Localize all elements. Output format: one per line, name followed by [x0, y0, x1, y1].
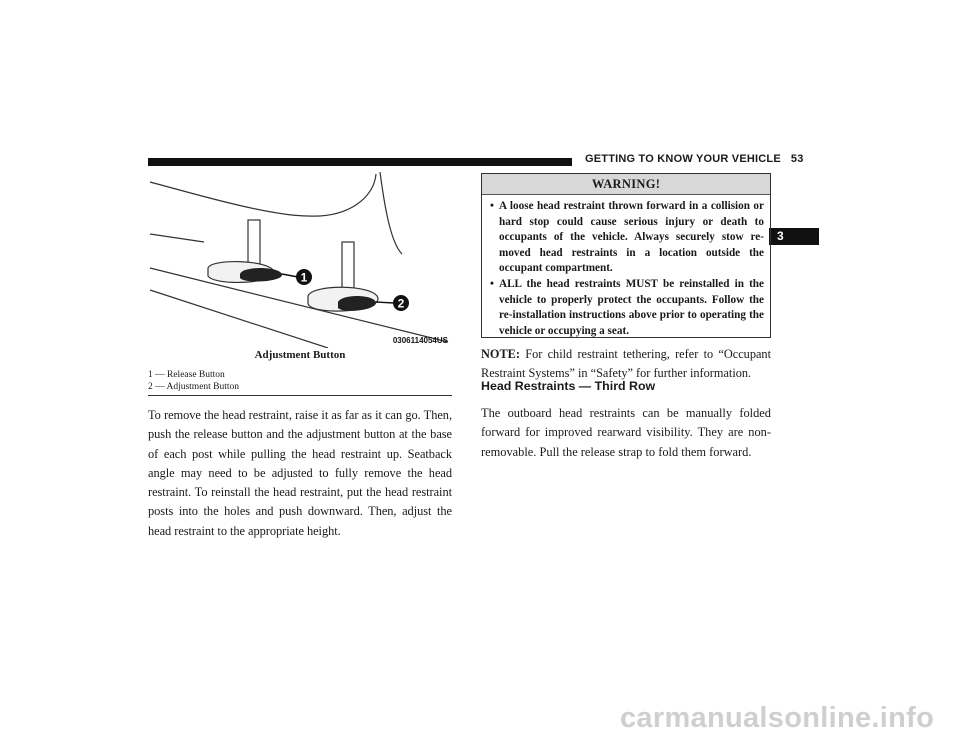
bullet-icon: • [490, 277, 494, 290]
legend-item-2: 2 — Adjustment Button [148, 382, 240, 392]
watermark: carmanualsonline.info [620, 702, 935, 734]
legend-item-1: 1 — Release Button [148, 370, 225, 380]
callout-1-label: 1 [300, 270, 308, 285]
third-row-body: The outboard head restraints can be manually folded forward for improved rearward visibility. They are non-removable. Pull the release strap to fold them forward. [481, 406, 771, 459]
bullet-icon: • [490, 200, 494, 212]
warning-list [482, 199, 770, 339]
figure-legend [148, 369, 452, 393]
warning-item [490, 277, 764, 339]
note-label: NOTE: [481, 347, 520, 361]
chapter-tab: 3 [769, 228, 819, 245]
note-paragraph [481, 345, 771, 383]
warning-title: WARNING! [482, 174, 770, 195]
warning-box [481, 173, 771, 338]
head-restraint-illustration [148, 172, 452, 348]
head-restraint-figure [148, 172, 452, 348]
warning-item [490, 199, 764, 277]
note-text: For child restraint tethering, refer to “Occupant Restraint Systems” in “Safety” for further information. [481, 347, 771, 380]
removal-instructions: To remove the head restraint, raise it as far as it can go. Then, push the release button and the adjustment button at the base of each post while pulling the head restraint up. Seatback angle may need to be adjusted to fully remove the head restraint. To reinstall the head restraint, put the head restraint posts into the holes and push downward. Then, adjust the head restraint to the appropriate height. [148, 408, 452, 538]
warning-item-text: ALL the head restraints MUST be reinstalled in the vehicle to properly protect the occupants. Follow the re-installation instructions above prior to operating the vehicle or occupying a seat. [499, 277, 764, 337]
running-header [585, 153, 804, 165]
figure-caption: Adjustment Button [254, 349, 346, 361]
section-heading-third-row: Head Restraints — Third Row [481, 379, 656, 393]
figure-code: 0306114054US [392, 336, 448, 345]
section-title: GETTING TO KNOW YOUR VEHICLE [585, 153, 781, 165]
header-rule [148, 158, 572, 166]
legend-divider [148, 395, 452, 396]
warning-item-text: A loose head restraint thrown forward in a collision or hard stop could cause serious injury or death to occupants of the vehicle. Always securely stow re-moved head restraints in a location outside the occupant compartment. [499, 200, 764, 275]
page-number: 53 [790, 153, 804, 165]
callout-2-label: 2 [397, 296, 405, 311]
